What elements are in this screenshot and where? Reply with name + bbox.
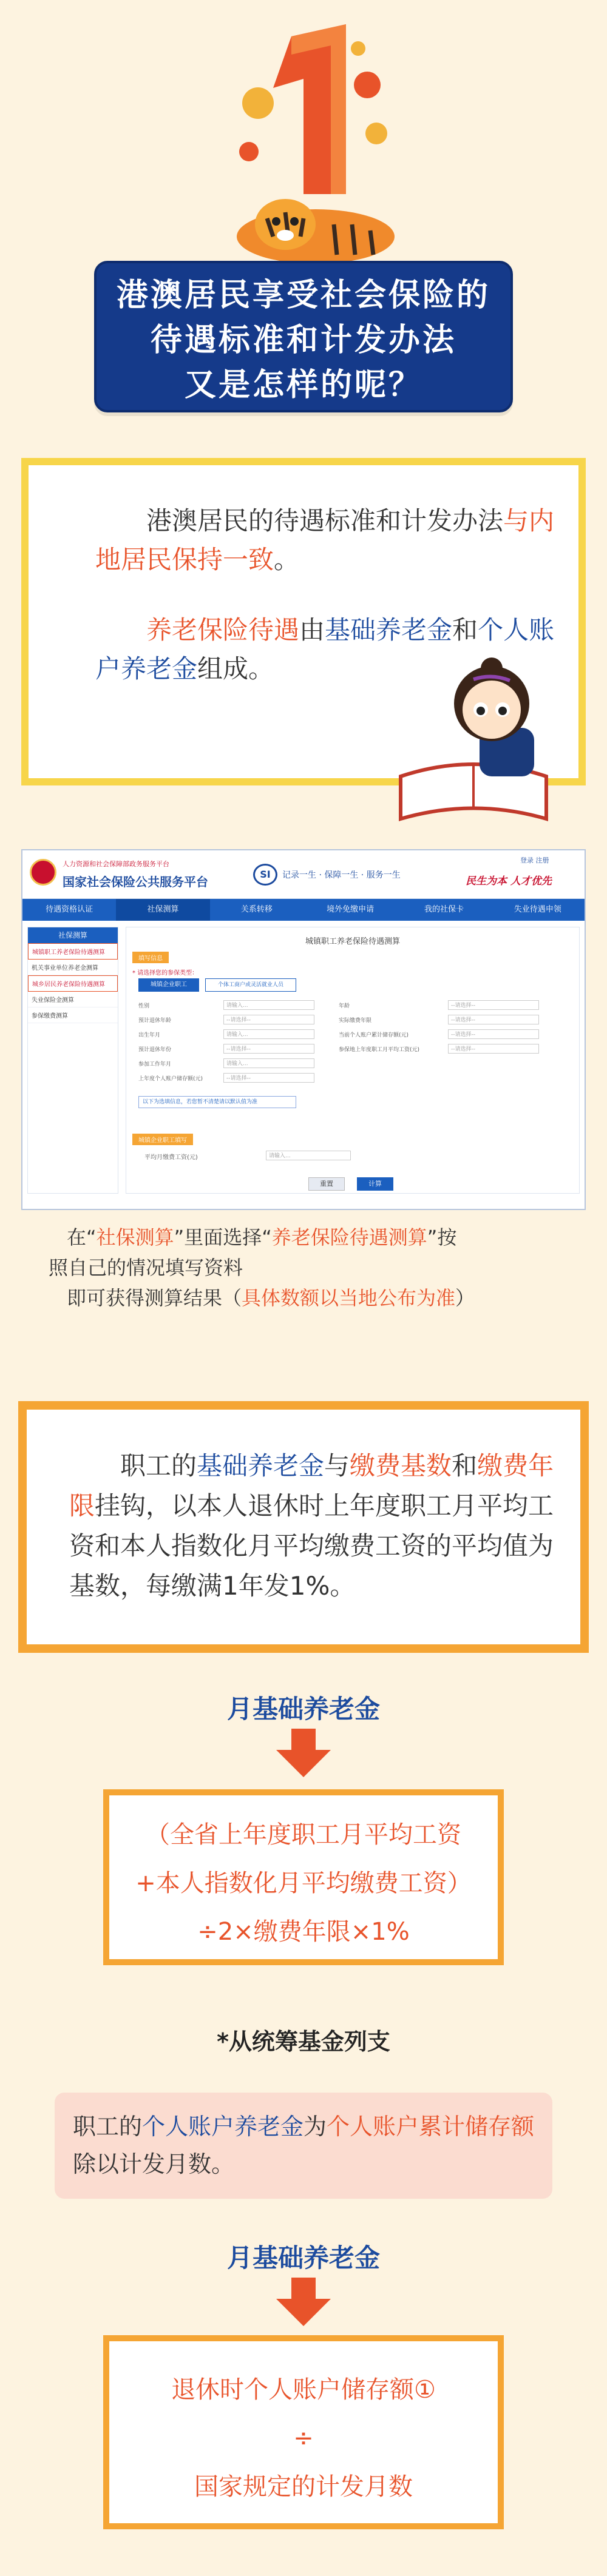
nav-tab[interactable]: 社保测算 [116, 899, 209, 921]
form-label: 出生年月 [138, 1032, 161, 1038]
brand-right: 民生为本 人才优先 [466, 875, 552, 887]
nav-tab[interactable]: 境外免缴申请 [327, 905, 375, 914]
side-menu-item[interactable]: 城镇职工养老保险待遇测算 [28, 943, 118, 960]
login-link[interactable]: 登录 注册 [520, 856, 549, 864]
row-b1-input[interactable]: 请输入... [266, 1151, 351, 1160]
formula2-line-2: ÷ [293, 2424, 314, 2452]
title-line-1: 港澳居民享受社会保险的 [116, 277, 490, 314]
form-label: 当前个人账户累计储存额(元) [339, 1032, 409, 1038]
nav-tab[interactable]: 关系转移 [240, 905, 273, 914]
platform-name: 国家社会保险公共服务平台 [63, 875, 208, 889]
form-row [138, 1056, 575, 1071]
side-menu-item[interactable]: 参保缴费测算 [28, 1007, 118, 1023]
girl-reading-icon [388, 655, 571, 825]
form-label: 性别 [138, 1003, 150, 1009]
side-header: 社保测算 [28, 927, 118, 943]
title-line-2: 待遇标准和计发办法 [150, 322, 456, 358]
form-input[interactable]: --请选择-- [223, 1015, 314, 1024]
intro-paragraph-2: 养老保险待遇由基础养老金和个人账户养老金组成。 [95, 615, 555, 684]
form-row [138, 998, 575, 1012]
form-label: 年龄 [339, 1003, 350, 1009]
formula1-line-1: （全省上年度职工月平均工资 [146, 1821, 461, 1849]
caption [49, 1222, 583, 1313]
basic-pension-text: 职工的基础养老金与缴费基数和缴费年限挂钩，以本人退休时上年度职工月平均工资和本人指数化月平均缴费工资的平均值为基数，每缴满1年发1%。 [69, 1451, 554, 1601]
step2-badge: 城镇企业职工填写 [132, 1134, 193, 1145]
panel-title: 城镇职工养老保险待遇测算 [305, 937, 400, 946]
side-menu-item[interactable]: 机关事业单位养老金测算 [28, 960, 118, 975]
fund-note: *从统筹基金列支 [217, 2028, 390, 2055]
form-row [138, 1071, 575, 1085]
nav-tab[interactable]: 我的社保卡 [424, 905, 464, 914]
formula2-heading: 月基础养老金 [226, 2243, 380, 2273]
hint-bar: 以下为选填信息，若您暂不清楚请以默认值为准 [138, 1096, 296, 1108]
formula1-line-3: ÷2×缴费年限×1% [197, 1918, 410, 1946]
formula2-line-3: 国家规定的计发月数 [194, 2473, 413, 2501]
org-small-label: 人力资源和社会保障部政务服务平台 [63, 860, 169, 868]
platform-screenshot [21, 849, 586, 1210]
platform-nav [22, 899, 585, 921]
intro-paragraph-1: 港澳居民的待遇标准和计发办法与内地居民保持一致。 [95, 506, 555, 574]
form-rows [138, 998, 575, 1085]
side-menu-item[interactable]: 城乡居民养老保险待遇测算 [28, 975, 118, 992]
form-row [138, 1041, 575, 1056]
si-logo-icon: SI [253, 864, 277, 886]
down-arrow-icon [276, 1729, 331, 1777]
calculate-button[interactable]: 计算 [357, 1177, 393, 1191]
basic-pension-card [18, 1401, 589, 1653]
form-row [138, 1012, 575, 1027]
form-label: 参加工作年月 [138, 1061, 172, 1068]
form-input[interactable]: 请输入... [223, 1029, 314, 1039]
form-input[interactable]: 请输入... [223, 1000, 314, 1010]
form-label: 上年度个人账户储存额(元) [138, 1075, 203, 1082]
form-input[interactable]: --请选择-- [448, 1000, 539, 1010]
formula1-line-2: +本人指数化月平均缴费工资） [135, 1869, 472, 1897]
step1-badge: 填写信息 [132, 952, 169, 963]
title-line-3: 又是怎样的呢？ [184, 367, 422, 403]
caption-line-3: 即可获得测算结果（具体数额以当地公布为准） [67, 1286, 475, 1310]
reset-button[interactable]: 重置 [308, 1177, 345, 1191]
personal-account-text: 职工的个人账户养老金为个人账户累计储存额除以计发月数。 [73, 2113, 535, 2177]
formula1-box [103, 1789, 504, 1965]
side-menu-item[interactable]: 失业保险金测算 [28, 992, 118, 1007]
row-b1-label: 平均月缴费工资(元) [144, 1154, 198, 1161]
caption-line-2: 照自己的情况填写资料 [49, 1256, 243, 1279]
tiger-illustration-icon [231, 182, 401, 267]
formula2-box [103, 2335, 504, 2529]
form-label: 参保地上年度职工月平均工资(元) [339, 1046, 420, 1053]
form-row [138, 1027, 575, 1041]
nav-tab[interactable]: 待遇资格认证 [46, 905, 93, 914]
form-input[interactable]: --请选择-- [223, 1073, 314, 1083]
formula1-heading: 月基础养老金 [226, 1694, 380, 1724]
nav-tab[interactable]: 失业待遇申领 [514, 905, 561, 914]
form-input[interactable]: --请选择-- [448, 1044, 539, 1054]
down-arrow-icon [276, 2278, 331, 2326]
title-banner [94, 261, 513, 412]
form-label: 预计退休年份 [138, 1046, 172, 1053]
type-a-button[interactable]: 城镇企业职工 [138, 978, 199, 992]
choose-label: * 请选择您的参保类型： [132, 970, 198, 977]
form-input[interactable]: --请选择-- [448, 1029, 539, 1039]
type-b-button[interactable]: 个体工商户或灵活就业人员 [205, 978, 296, 992]
personal-account-card [55, 2093, 552, 2199]
form-label: 预计退休年龄 [138, 1017, 172, 1024]
form-input[interactable]: 请输入... [223, 1058, 314, 1068]
form-input[interactable]: --请选择-- [448, 1015, 539, 1024]
national-emblem-icon [30, 859, 56, 886]
slogan: 记录一生 · 保障一生 · 服务一生 [282, 870, 401, 880]
form-input[interactable]: --请选择-- [223, 1044, 314, 1054]
form-label: 实际缴费年限 [339, 1017, 372, 1024]
side-menu [28, 943, 118, 1023]
caption-line-1: 在“社保测算”里面选择“养老保险待遇测算”按 [67, 1226, 457, 1249]
formula2-line-1: 退休时个人账户储存额① [171, 2376, 436, 2404]
